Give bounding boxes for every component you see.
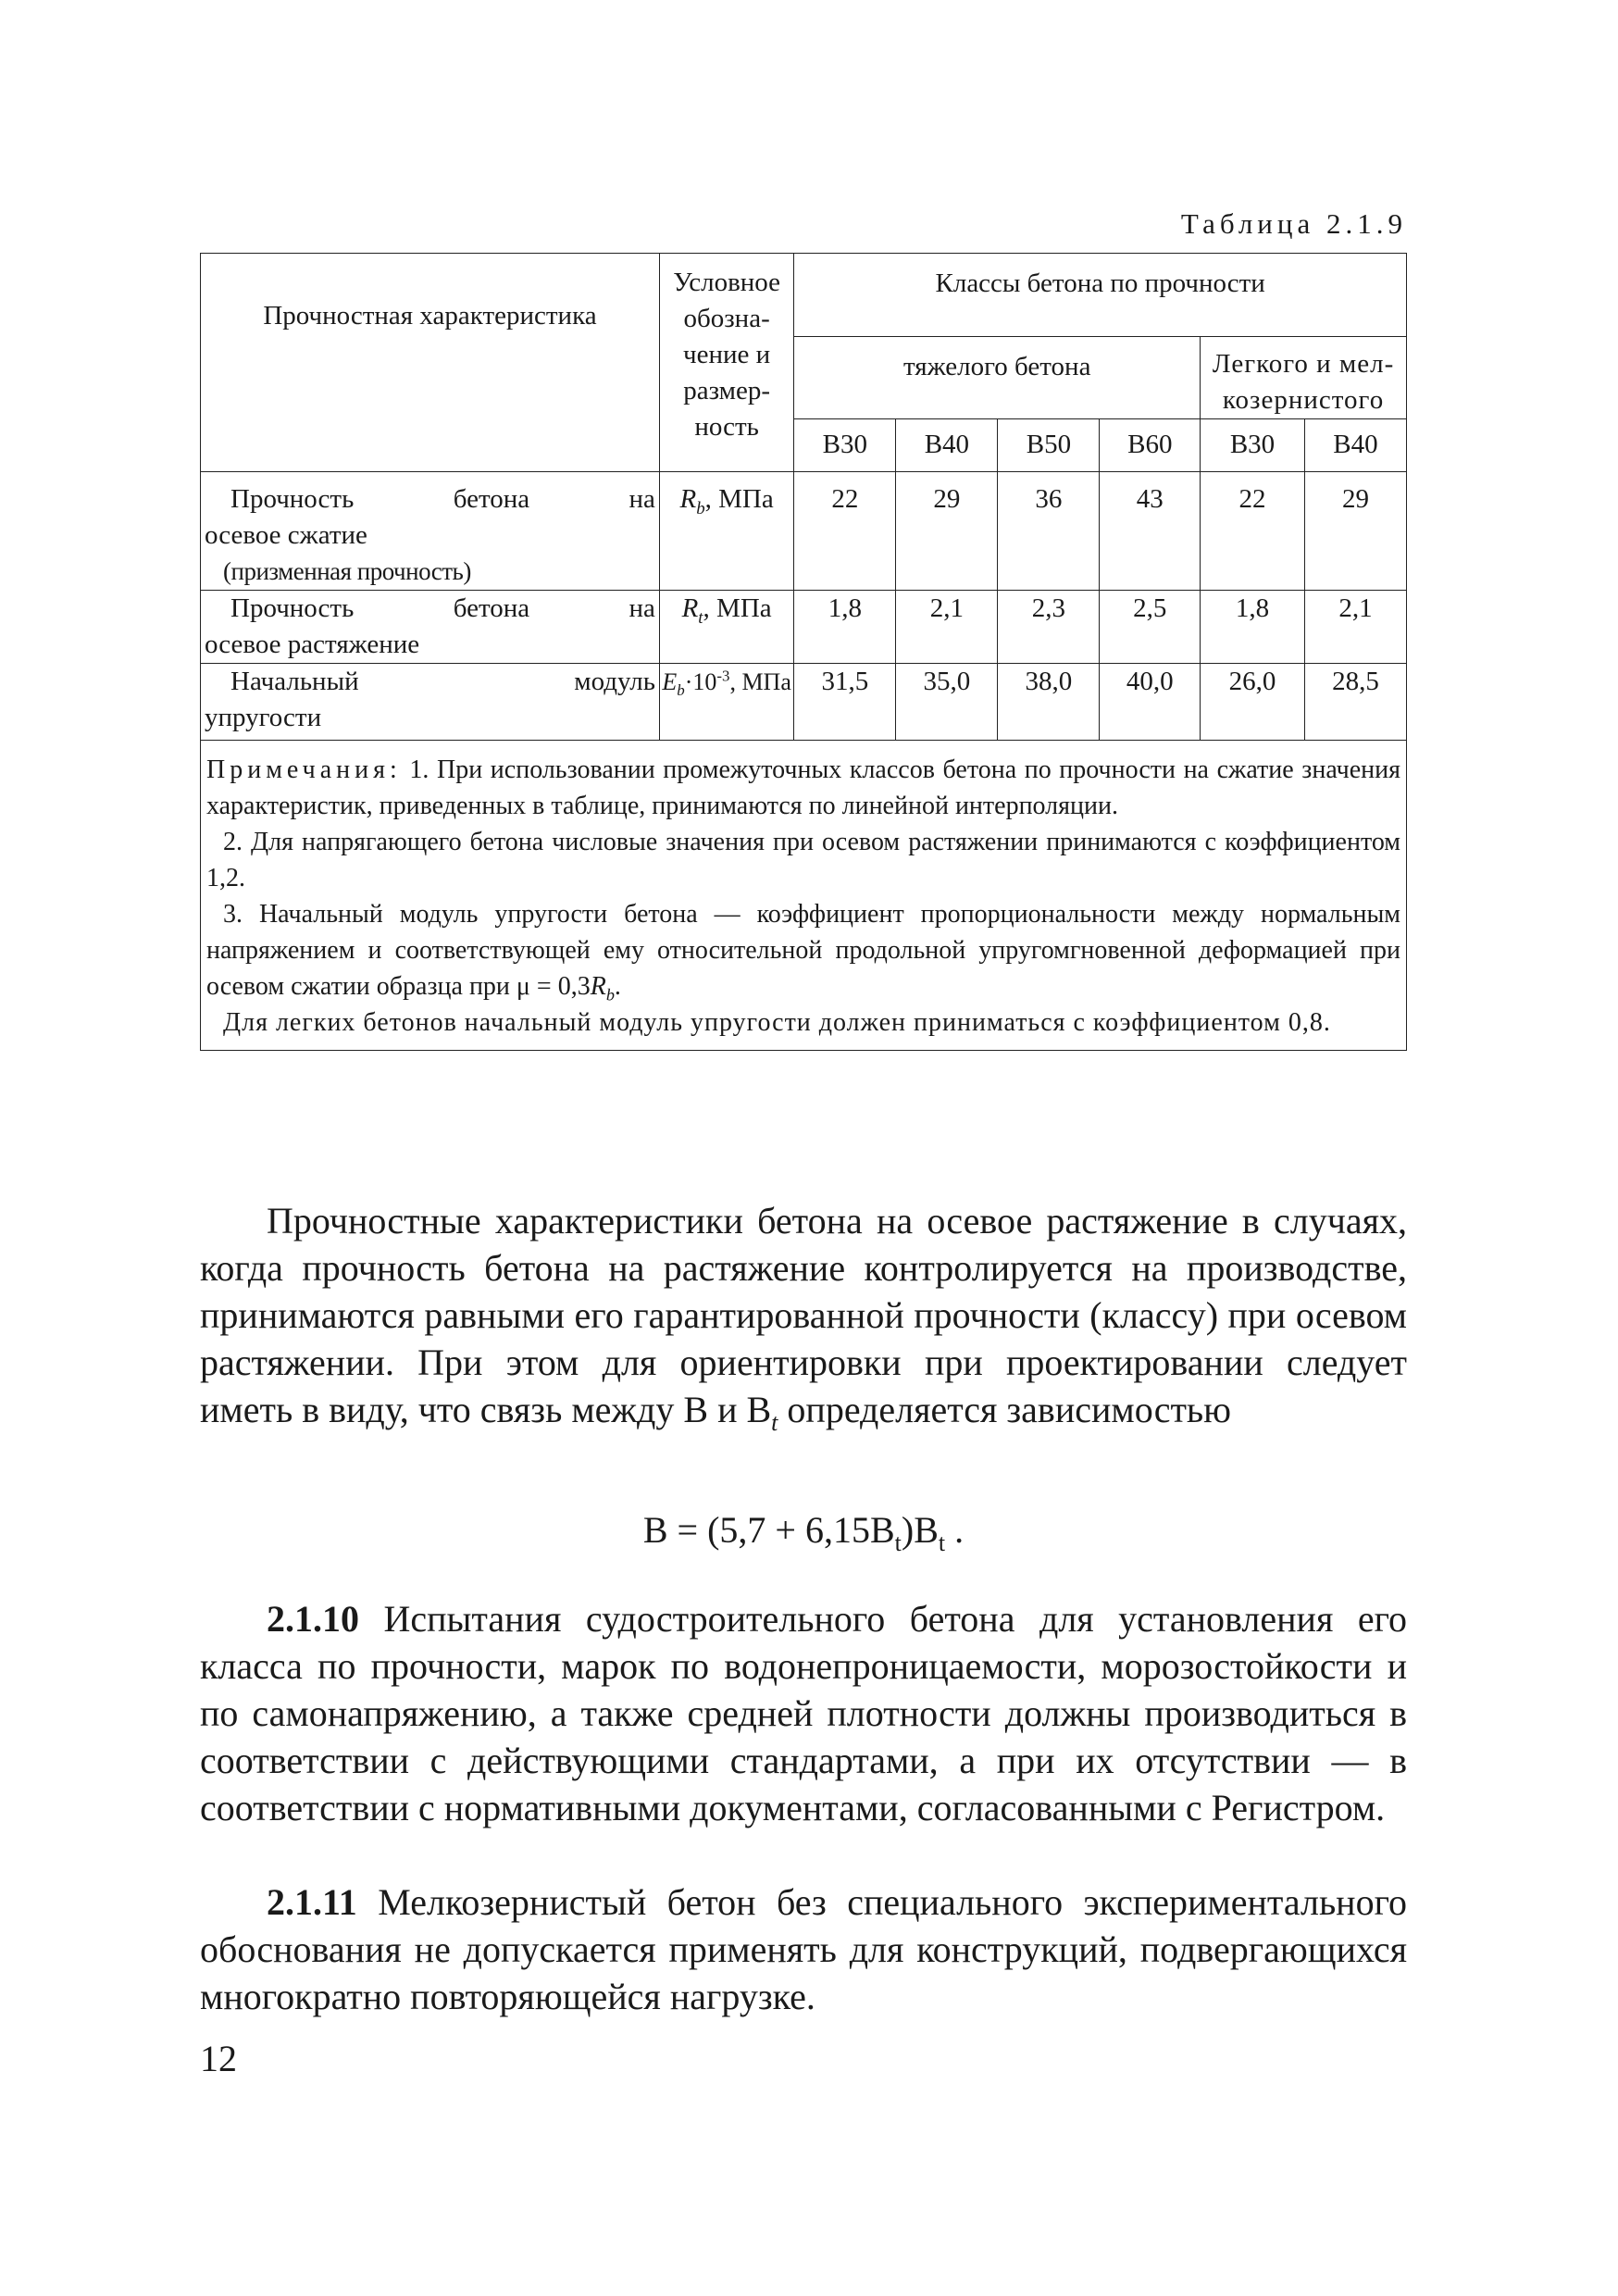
value-cell: 36 [998,472,1100,591]
note-3-symbol: R [590,972,606,1001]
note-3-text: 3. Начальный модуль упругости бетона — коэффициент пропорциональности между нормальным напряжением и соответствующей ему относительной продольной упругомгновенной деформацией при осевом сжатии образца при μ = 0,3 [206,900,1400,1001]
note-3 [206,896,1400,1004]
table-row [201,664,1407,741]
header-characteristic [201,254,660,472]
value-cell: 2,3 [998,591,1100,664]
column-header [998,419,1100,472]
column-header-text: B40 [924,430,970,459]
header-light-text: Легкого и мел- козернистого [1212,349,1395,415]
column-header [896,419,998,472]
header-classes [794,254,1407,337]
row-label-line: Прочность бетона на [230,484,655,514]
column-header-text: B30 [1229,430,1276,459]
paragraph-1-text: Прочностные характеристики бетона на осевое растяжение в случаях, когда прочность бетона на растяжение контролируется на производстве, принимаются равными его гарантированной прочности (классу) при осевом растяжении. При этом для ориентировки при проектировании следует иметь в виду, что связь между B и B [200,1200,1407,1430]
header-classes-text: Классы бетона по прочности [935,268,1265,298]
row-label-line: (призменная прочность) [223,557,471,585]
value-cell: 29 [896,472,998,591]
column-header [1304,419,1406,472]
row-unit: , МПа [729,668,791,695]
value-cell: 31,5 [794,664,896,741]
header-heavy-concrete [794,337,1201,419]
note-3-end: . [614,972,621,1001]
row-symbol: R [679,484,697,514]
formula-left: B = (5,7 + 6,15B [642,1509,895,1551]
value-cell: 40,0 [1100,664,1201,741]
row-unit-exponent: -3 [716,667,730,685]
value-cell: 28,5 [1304,664,1406,741]
value-cell: 35,0 [896,664,998,741]
formula-subscript: t [894,1529,902,1556]
column-header [1100,419,1201,472]
header-light-concrete [1201,337,1407,419]
value-cell: 22 [1201,472,1305,591]
value-cell: 2,1 [896,591,998,664]
paragraph-tensile-strength [200,1197,1407,1436]
value-cell: 38,0 [998,664,1100,741]
note-1-text: 1. При использовании промежуточных классов бетона по прочности на сжатие значения характеристик, приведенных в таблице, принимаются по линейной интерполяции. [206,755,1401,820]
column-header-text: B40 [1333,430,1378,459]
section-text: Мелкозернистый бетон без специального экспериментального обоснования не допускается применять для конструкций, подвергающихся многократно повторяющейся нагрузке. [200,1881,1407,2017]
header-designation-text: Условное обозна- чение и размер- ность [673,268,781,442]
header-designation [659,254,793,472]
section-text: Испытания судостроительного бетона для установления его класса по прочности, марок по водонепроницаемости, морозостойкости и по самонапряжению, а также средней плотности должны производиться в соответствии с действующими стандартами, а при их отсутствии — в соответствии с нормативными документами, согласованными с Регистром. [200,1598,1407,1828]
note-1 [206,752,1400,824]
value-cell: 2,1 [1304,591,1406,664]
row-symbol-subscript: b [696,498,705,518]
header-characteristic-text: Прочностная характеристика [263,301,597,331]
concrete-strength-table [200,253,1407,1051]
row-label-cell [201,591,660,664]
row-unit-multiplier: ·10 [684,668,717,695]
section-2-1-11 [200,1878,1407,2020]
row-unit: , МПа [703,593,772,623]
value-cell: 1,8 [1201,591,1305,664]
table-caption: Таблица 2.1.9 [1180,207,1407,240]
row-label-line: Прочность бетона на [230,593,655,623]
table-row [201,591,1407,664]
row-label-line: осевое растяжение [205,630,420,659]
note-4: Для легких бетонов начальный модуль упругости должен приниматься с коэффициентом 0,8. [223,1008,1331,1037]
column-header-text: B60 [1127,430,1173,459]
page-number: 12 [200,2038,237,2079]
row-symbol-cell [659,472,793,591]
row-label-line: упругости [205,703,322,732]
value-cell: 1,8 [794,591,896,664]
header-heavy-text: тяжелого бетона [902,352,1091,381]
row-label-line: Начальный модуль [230,667,655,696]
formula-subscript: t [938,1529,946,1556]
table-notes [201,741,1407,1051]
row-symbol-subscript: b [677,681,685,700]
section-number: 2.1.10 [267,1598,359,1640]
note-2: 2. Для напрягающего бетона числовые значения при осевом растяжении принимаются с коэффициентом 1,2. [206,828,1400,892]
value-cell: 26,0 [1201,664,1305,741]
row-label-cell [201,472,660,591]
formula-end: . [945,1509,965,1551]
value-cell: 2,5 [1100,591,1201,664]
row-symbol-subscript: t [698,607,703,628]
value-cell: 22 [794,472,896,591]
column-header [794,419,896,472]
column-header-text: B30 [822,430,867,459]
row-unit: , МПа [704,484,774,514]
row-symbol: E [662,668,678,695]
row-label-line: осевое сжатие [205,520,367,550]
row-symbol-cell [659,591,793,664]
note-3-subscript: b [605,985,615,1004]
formula [200,1507,1407,1554]
notes-title: Примечания: [206,755,402,784]
formula-middle: )B [901,1509,939,1551]
row-label-cell [201,664,660,741]
section-2-1-10 [200,1595,1407,1831]
section-number: 2.1.11 [267,1881,357,1923]
column-header-text: B50 [1026,430,1072,459]
value-cell: 43 [1100,472,1201,591]
table-notes-row [201,741,1407,1051]
table-row [201,472,1407,591]
paragraph-1-subscript: t [771,1409,778,1436]
row-symbol: R [681,593,699,623]
row-symbol-cell [659,664,793,741]
column-header [1201,419,1305,472]
value-cell: 29 [1304,472,1406,591]
paragraph-1-end: определяется зависимостью [778,1389,1232,1430]
